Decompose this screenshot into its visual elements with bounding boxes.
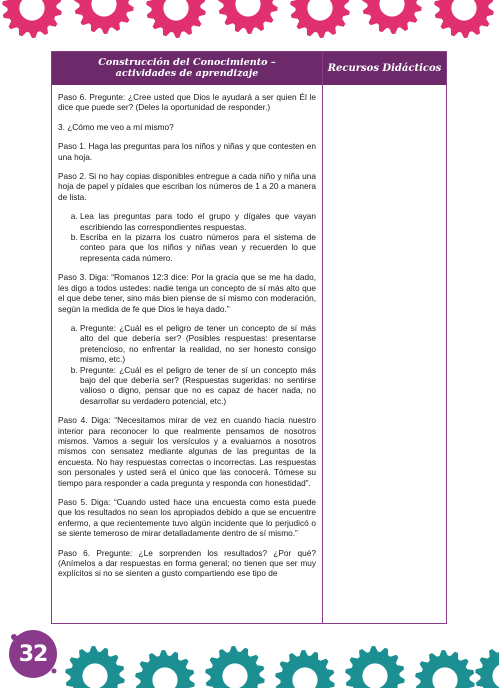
column-divider — [322, 52, 323, 623]
page-number-badge — [6, 627, 60, 681]
list-item: a. Pregunte: ¿Cuál es el peligro de tener un concepto de sí más alto del que debería ser? (Posibles respuestas: presentarse pretencioso, no enfrentar la realidad, no ser honesto consigo mismo, etc.) — [80, 323, 316, 365]
table-header — [52, 52, 446, 85]
gear-hole — [82, 663, 107, 688]
activities-column — [58, 92, 316, 588]
top-gear-border — [0, 0, 499, 46]
bottom-gear-border — [0, 630, 499, 688]
paragraph: 3. ¿Cómo me veo a mí mismo? — [58, 121, 174, 132]
paragraph: Paso 6. Pregunte: ¿Le sorprenden los resultados? ¿Por qué? (Anímelos a dar respuestas en forma general; no tienen que ser muy explícitos si no se sienten a gusto compartiendo ese tipo de — [58, 547, 316, 579]
gear-hole — [362, 663, 387, 688]
header-left-line1: Construcción del Conocimiento – — [98, 57, 276, 68]
gear-hole — [222, 663, 247, 688]
header-left-line2: actividades de aprendizaje — [115, 67, 259, 79]
lesson-table — [51, 51, 447, 624]
list-item: b. Pregunte: ¿Cuál es el peligro de tener de sí un concepto más bajo del que debería ser? (Respuestas sugeridas: no sentirse valioso o digno, pensar que no es capaz de hacer nada, no desarrollar su verdadero potencial, etc.) — [80, 365, 316, 407]
list-item: b. Escriba en la pizarra los cuatro números para el sistema de conteo para que los niños y niñas vean y recuerden lo que representa cada número. — [80, 232, 316, 263]
list-a — [58, 211, 316, 263]
header-left — [52, 52, 322, 85]
list-b — [58, 323, 316, 406]
paragraph: Paso 6. Pregunte: ¿Cree usted que Dios le ayudará a ser quien Él le dice que puede ser? (Deles la oportunidad de responder.) — [58, 92, 316, 113]
paragraph: Paso 4. Diga: “Necesitamos mirar de vez en cuando hacia nuestro interior para reconocer lo que realmente pensamos de nosotros mismos. Vamos a seguir los versículos y a evaluarnos a nosotros mismos con sensatez mediante algunas de las preguntas de la encuesta. No hay respuestas correctas o incorrectas. Las respuestas son personales y usted será el único que las conocerá. Tómese su tiempo para responder a cada pregunta y responda con honestidad”. — [58, 415, 316, 488]
paragraph: Paso 3. Diga: “Romanos 12:3 dice: Por la gracia que se me ha dado, les digo a todos ustedes: nadie tenga un concepto de sí más alto que el que debe tener, sino más bien piense de sí mismo con moderación, según la medida de fe que Dios le haya dado.” — [58, 272, 316, 314]
header-right: Recursos Didácticos — [327, 63, 442, 74]
paragraph: Paso 2. Si no hay copias disponibles entregue a cada niño y niña una hoja de papel y pídales que escriban los números de 1 a 20 a manera de lista. — [58, 171, 316, 202]
list-item: a. Lea las preguntas para todo el grupo y dígales que vayan escribiendo las correspondientes respuestas. — [80, 211, 316, 232]
page-number: 32 — [18, 641, 48, 667]
paragraph: Paso 5. Diga: “Cuando usted hace una encuesta como esta puede que los resultados no sean los apropiados debido a que se encuentre enfermo, a que recientemente tuvo algún incidente que lo perjudicó o se siente temeroso de mirar detalladamente dentro de sí mismo.” — [58, 497, 316, 539]
paragraph: Paso 1. Haga las preguntas para los niños y niñas y que contesten en una hoja. — [58, 141, 316, 162]
